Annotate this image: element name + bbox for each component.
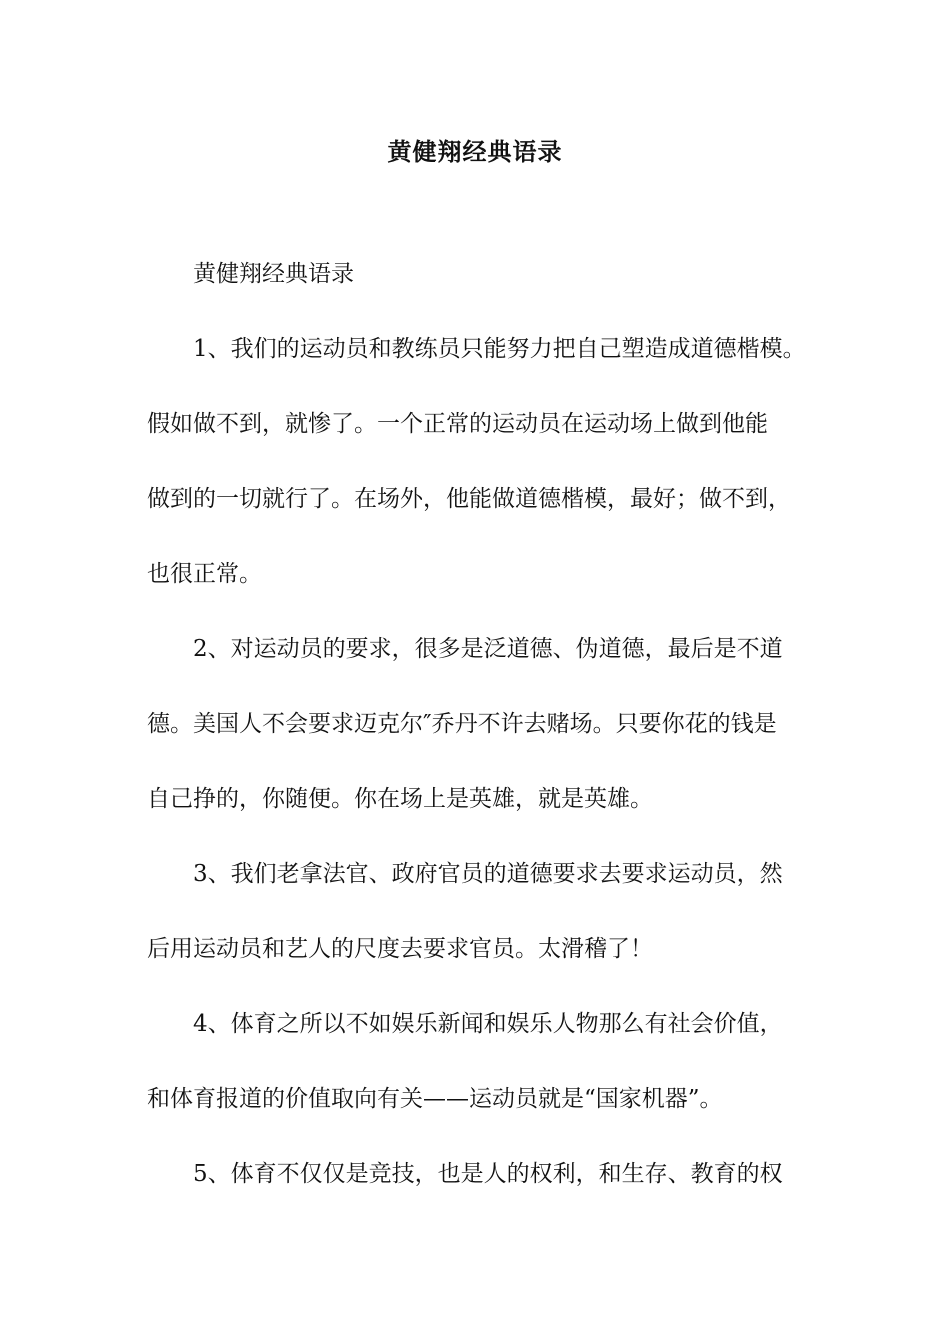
paragraph-4-line-2: 和体育报道的价值取向有关——运动员就是“国家机器”。 — [147, 1086, 723, 1112]
intro-line: 黄健翔经典语录 — [193, 261, 354, 287]
paragraph-1-line-4: 也很正常。 — [147, 561, 262, 587]
paragraph-5-line-1: 5、体育不仅仅是竞技，也是人的权利，和生存、教育的权 — [193, 1161, 783, 1187]
paragraph-1-line-1: 1、我们的运动员和教练员只能努力把自己塑造成道德楷模。 — [193, 336, 806, 362]
paragraph-2-line-1: 2、对运动员的要求，很多是泛道德、伪道德，最后是不道 — [193, 636, 783, 662]
paragraph-1-line-3: 做到的一切就行了。在场外，他能做道德楷模，最好；做不到， — [147, 486, 791, 512]
paragraph-4-line-1: 4、体育之所以不如娱乐新闻和娱乐人物那么有社会价值， — [193, 1011, 783, 1037]
paragraph-1-line-2: 假如做不到，就惨了。一个正常的运动员在运动场上做到他能 — [147, 411, 768, 437]
paragraph-2-line-2: 德。美国人不会要求迈克尔″乔丹不许去赌场。只要你花的钱是 — [147, 711, 777, 737]
paragraph-3-line-2: 后用运动员和艺人的尺度去要求官员。太滑稽了！ — [147, 936, 653, 962]
paragraph-2-line-3: 自己挣的，你随便。你在场上是英雄，就是英雄。 — [147, 786, 653, 812]
document-title: 黄健翔经典语录 — [387, 137, 563, 166]
paragraph-3-line-1: 3、我们老拿法官、政府官员的道德要求去要求运动员，然 — [193, 861, 783, 887]
document-body — [147, 256, 813, 1231]
